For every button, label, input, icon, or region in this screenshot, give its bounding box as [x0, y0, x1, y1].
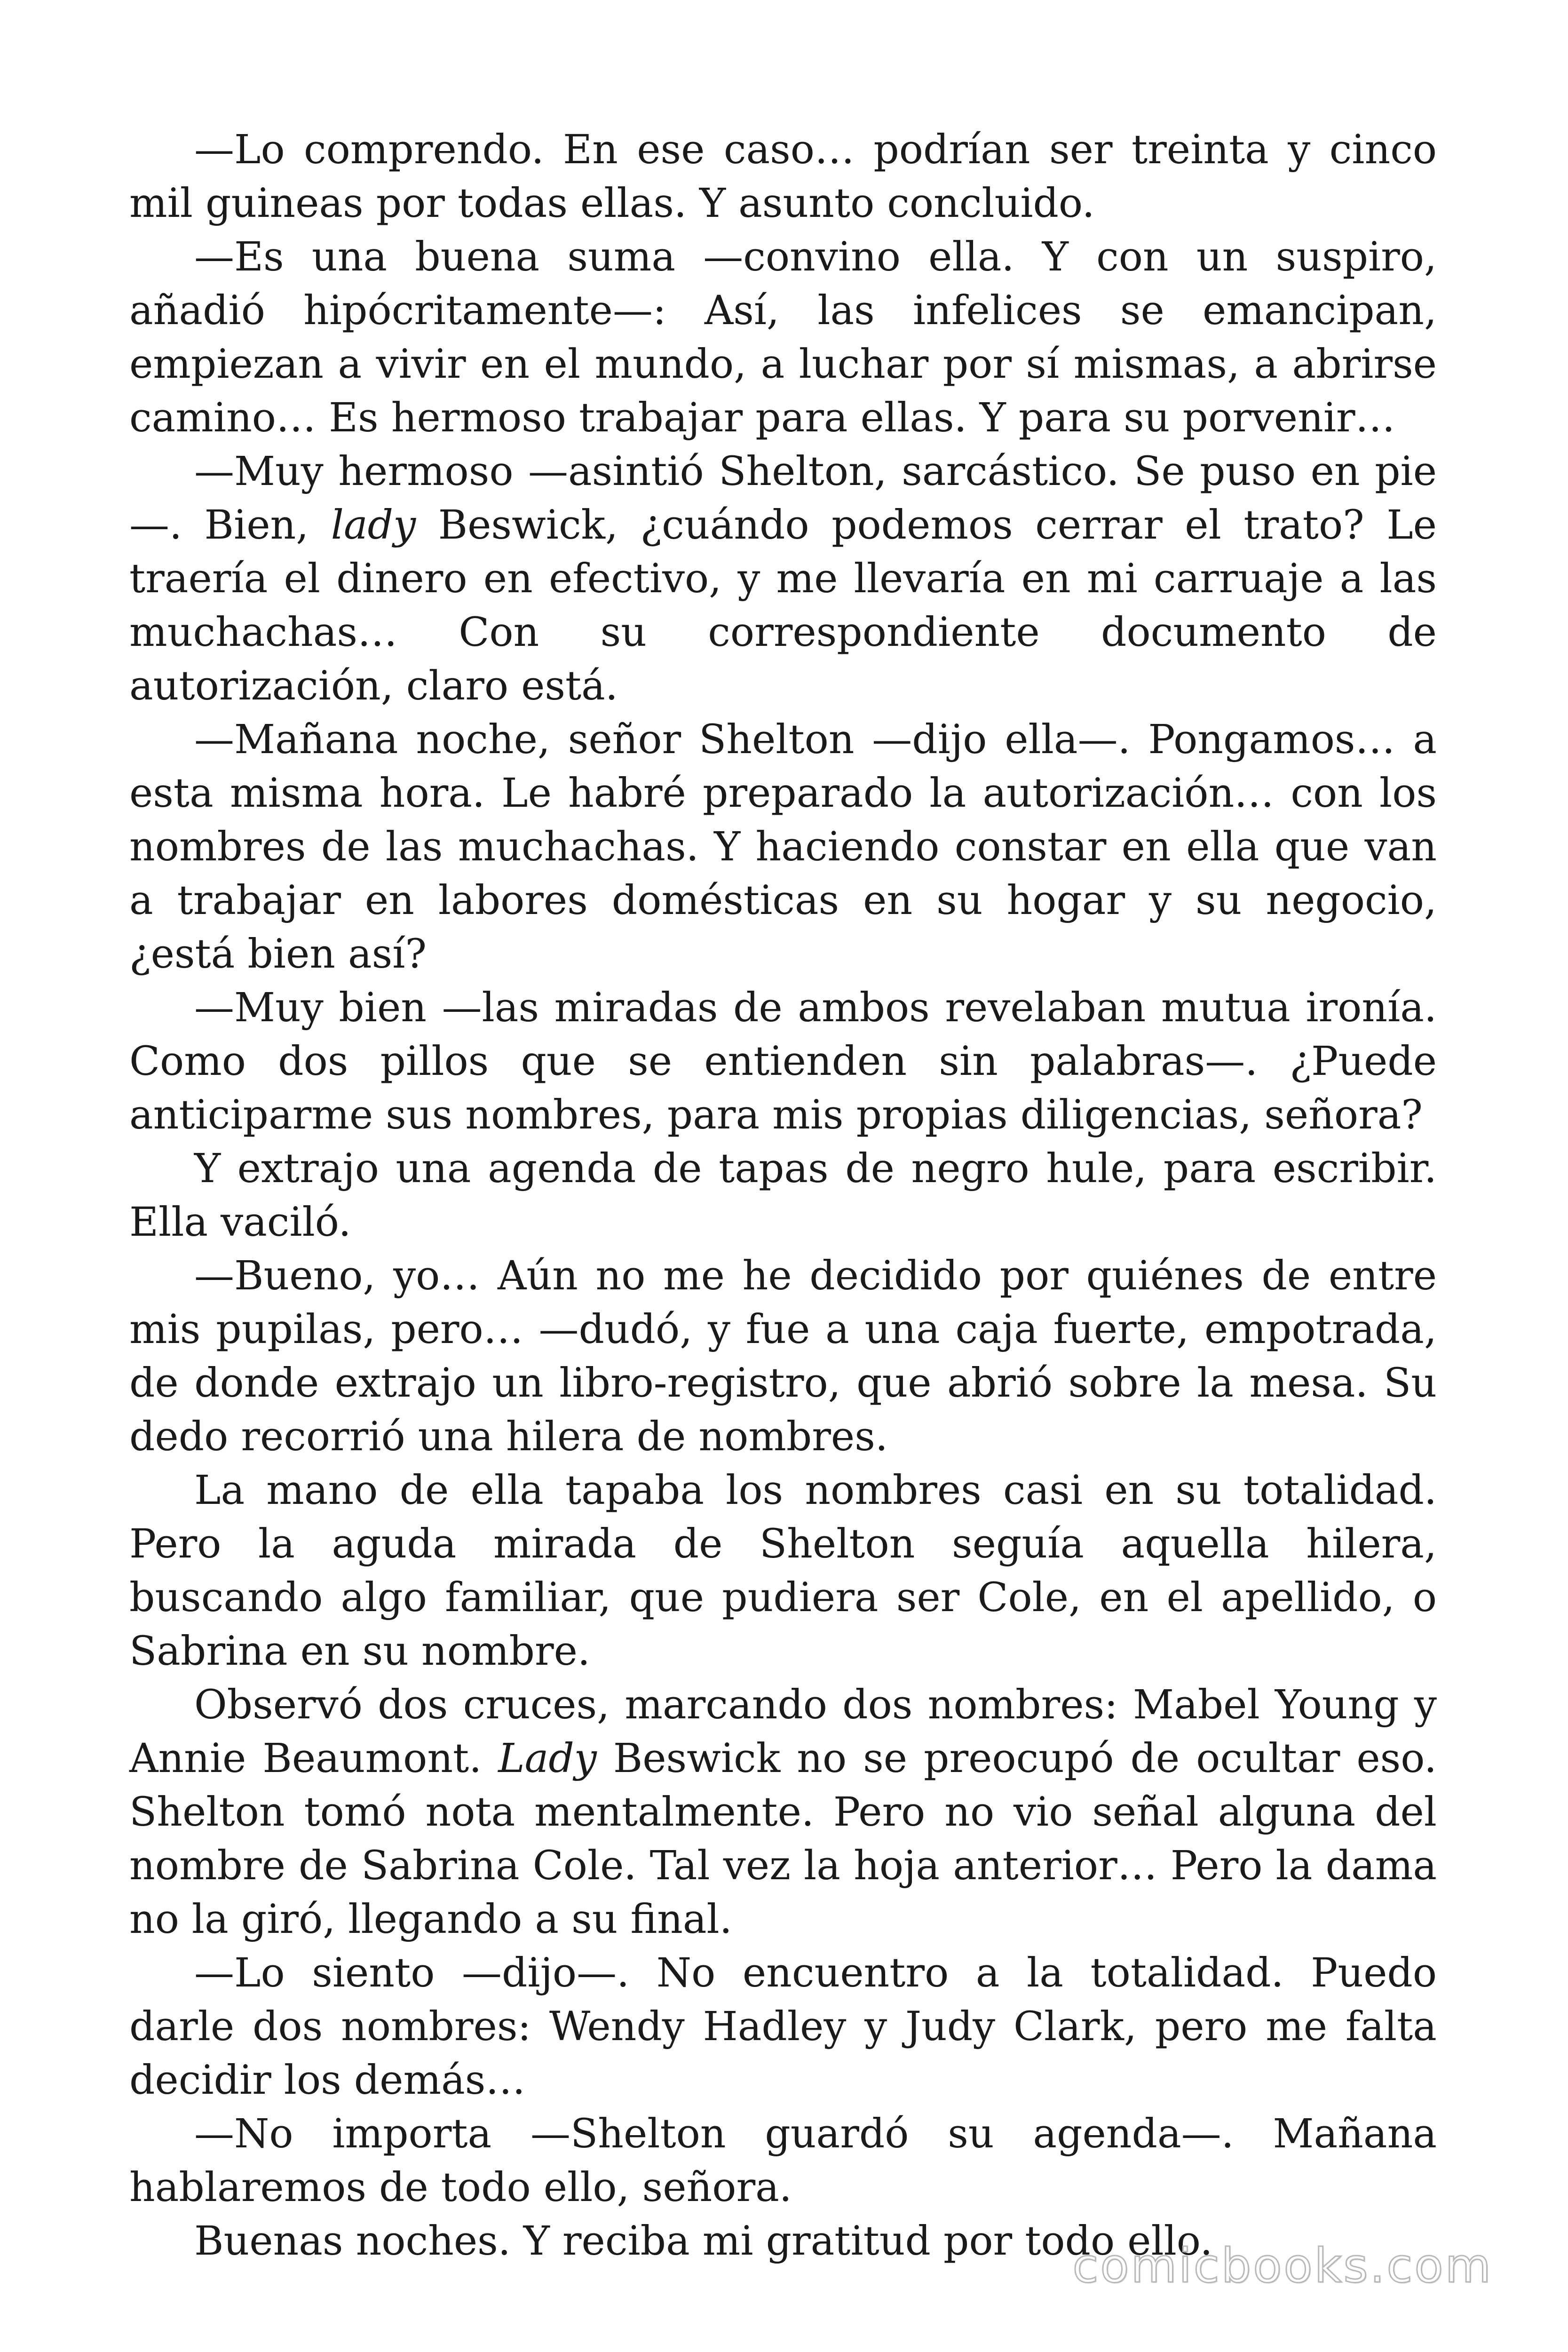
paragraph: Observó dos cruces, marcando dos nombres: Mabel Young y Annie Beaumont. Lady Beswick no se preocupó de ocultar eso. Shelton tomó nota mentalmente. Pero no vio señal alguna del nombre de Sabrina Cole. Tal vez la hoja anterior… Pero la dama no la giró, llegando a su final. [129, 1682, 1437, 1943]
paragraph: —Mañana noche, señor Shelton —dijo ella—. Pongamos… a esta misma hora. Le habré preparado la autorización… con los nombres de las muchachas. Y haciendo constar en ella que van a trabajar en labores domésticas en su hogar y su negocio, ¿está bien así? [129, 716, 1437, 977]
page-text [129, 123, 1437, 2268]
paragraph: Buenas noches. Y reciba mi gratitud por todo ello. [194, 2218, 1213, 2265]
paragraph: —Lo comprendo. En ese caso… podrían ser treinta y cinco mil guineas por todas ellas. Y asunto concluido. [129, 127, 1437, 227]
paragraph: —Es una buena suma —convino ella. Y con un suspiro, añadió hipócritamente—: Así, las infelices se emancipan, empiezan a vivir en el mundo, a luchar por sí mismas, a abrirse camino… Es hermoso trabajar para ellas. Y para su porvenir… [129, 234, 1437, 441]
watermark: comicbooks.com [1072, 2238, 1493, 2293]
paragraph: —Lo siento —dijo—. No encuentro a la totalidad. Puedo darle dos nombres: Wendy Hadley y Judy Clark, pero me falta decidir los demás… [129, 1950, 1437, 2104]
paragraph: —Bueno, yo… Aún no me he decidido por quiénes de entre mis pupilas, pero… —dudó, y fue a una caja fuerte, empotrada, de donde extrajo un libro-registro, que abrió sobre la mesa. Su dedo recorrió una hilera de nombres. [129, 1253, 1437, 1460]
paragraph: Y extrajo una agenda de tapas de negro hule, para escribir. Ella vaciló. [129, 1145, 1437, 1246]
paragraph: —Muy hermoso —asintió Shelton, sarcástico. Se puso en pie—. Bien, lady Beswick, ¿cuándo podemos cerrar el trato? Le traería el dinero en efectivo, y me llevaría en mi carruaje a las muchachas… Con su correspondiente documento de autorización, claro está. [129, 448, 1437, 709]
paragraph: —No importa —Shelton guardó su agenda—. Mañana hablaremos de todo ello, señora. [129, 2111, 1437, 2211]
paragraph: La mano de ella tapaba los nombres casi en su totalidad. Pero la aguda mirada de Shelton seguía aquella hilera, buscando algo familiar, que pudiera ser Cole, en el apellido, o Sabrina en su nombre. [129, 1467, 1437, 1675]
paragraph: —Muy bien —las miradas de ambos revelaban mutua ironía. Como dos pillos que se entienden sin palabras—. ¿Puede anticiparme sus nombres, para mis propias diligencias, señora? [129, 985, 1437, 1138]
italic-term: lady [331, 502, 416, 548]
italic-term: Lady [498, 1735, 597, 1782]
